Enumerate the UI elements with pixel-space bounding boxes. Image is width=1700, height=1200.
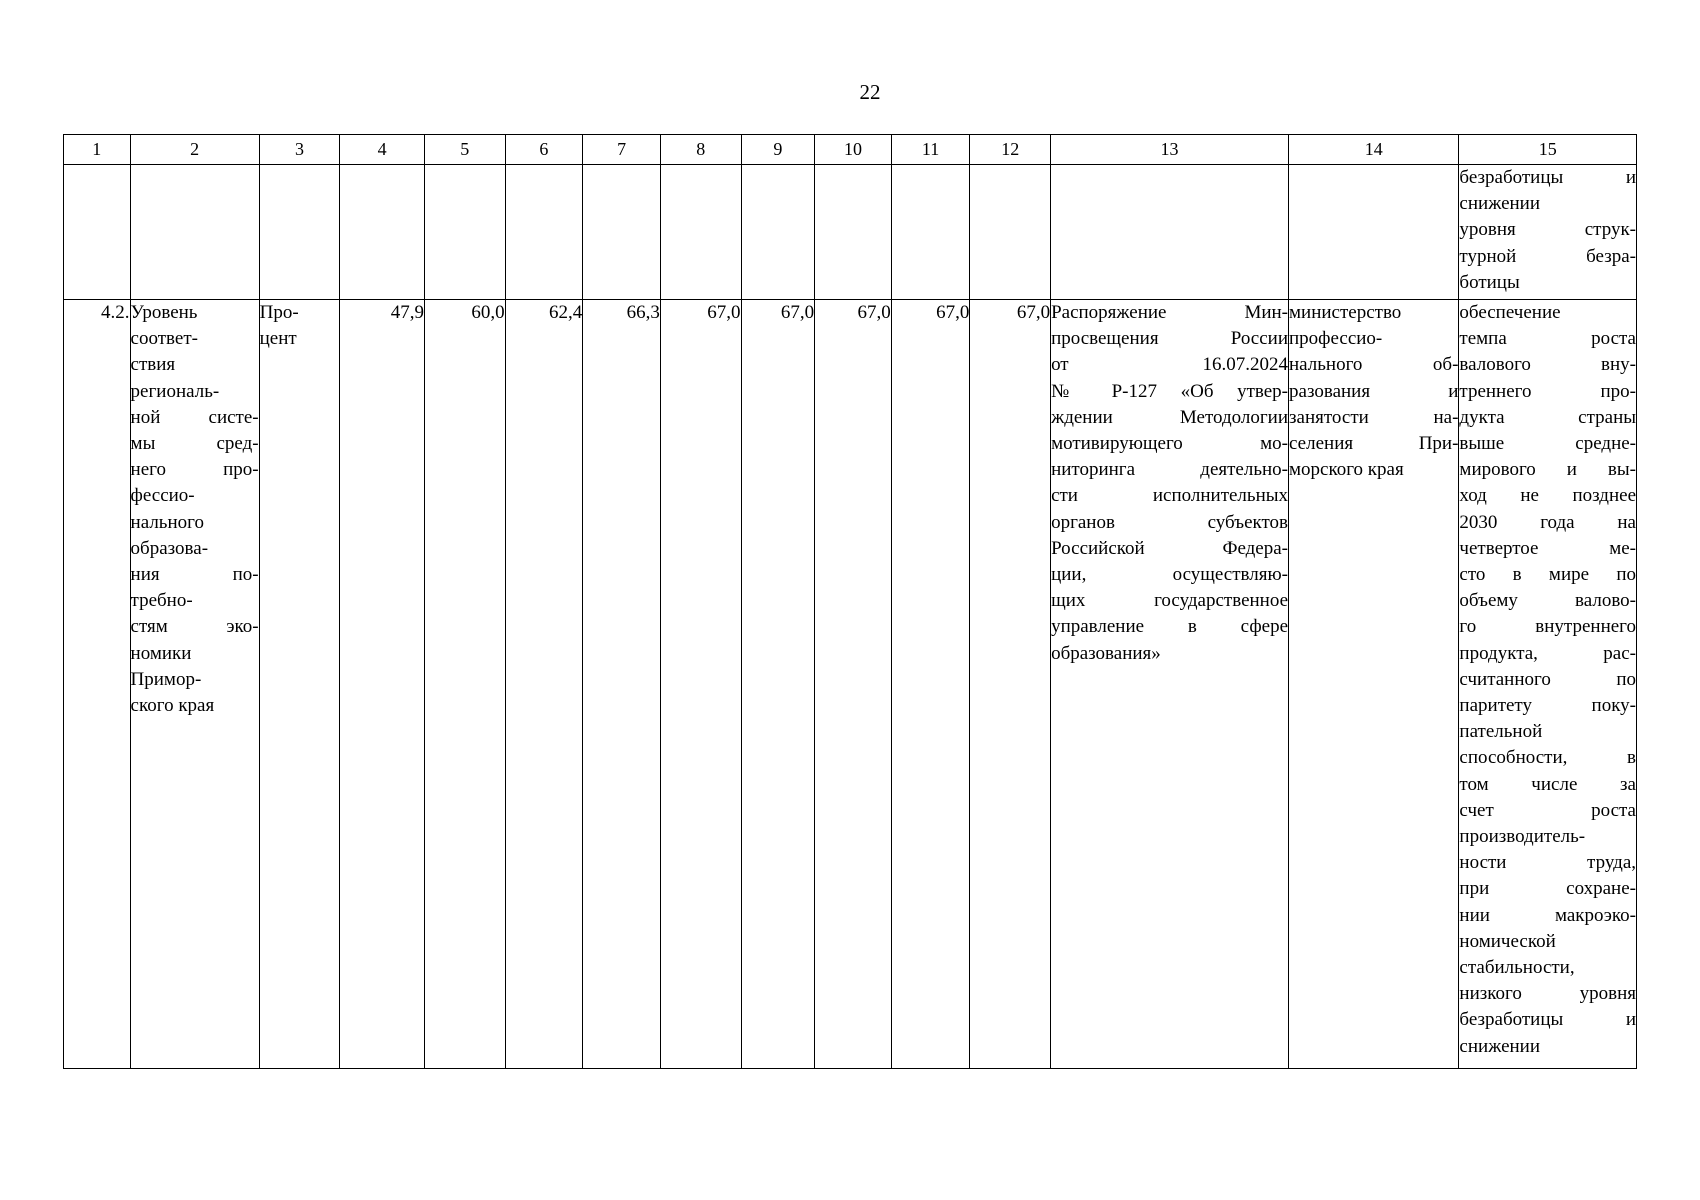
text-line: морского края — [1289, 459, 1404, 481]
text-line: ния по- — [130, 564, 259, 586]
text-line: ниторинга деятельно- — [1051, 459, 1289, 481]
empty-cell — [891, 165, 970, 300]
indicator-name-cell — [130, 300, 259, 1069]
text-line: производитель- — [1459, 826, 1586, 848]
text-line: Примор- — [130, 668, 202, 690]
text-line: региональ- — [130, 380, 220, 402]
text-line: Распоряжение Мин- — [1051, 302, 1289, 323]
text-line: ского края — [130, 695, 215, 717]
text-line: образова- — [130, 537, 209, 559]
text-line: ции, осуществляю- — [1051, 564, 1289, 586]
text-line: 2030 года на — [1459, 511, 1636, 533]
empty-cell — [1289, 165, 1459, 300]
text-line: номики — [130, 642, 192, 664]
lines — [260, 300, 340, 352]
text-line: нального — [130, 511, 204, 533]
text-line: соответ- — [130, 328, 198, 350]
text-line: мотивирующего мо- — [1051, 433, 1289, 455]
lines — [1289, 300, 1458, 483]
text-line: № Р-127 «Об утвер- — [1051, 380, 1289, 402]
text-line: него про- — [130, 459, 259, 481]
text-line: номической — [1459, 930, 1556, 952]
column-number-row — [64, 135, 1637, 165]
goal-cell — [1459, 300, 1637, 1069]
text-line: треннего про- — [1459, 380, 1636, 402]
text-line: Уровень — [130, 302, 198, 323]
text-line: профессио- — [1289, 328, 1383, 350]
column-number: 7 — [583, 135, 661, 165]
column-number: 4 — [340, 135, 425, 165]
text-line: том числе за — [1459, 773, 1636, 795]
text-line: сто в мире по — [1459, 564, 1636, 586]
text-line: снижении — [1459, 1035, 1541, 1057]
text-line: разования и — [1289, 380, 1459, 402]
text-line: обеспечение — [1459, 302, 1561, 323]
text-line: ждении Методологии — [1051, 406, 1289, 428]
text-line: от 16.07.2024 — [1051, 354, 1289, 376]
text-line: объему валово- — [1459, 590, 1636, 612]
text-line: селения При- — [1289, 433, 1459, 455]
column-number: 12 — [970, 135, 1051, 165]
text-line: способности, в — [1459, 747, 1636, 769]
column-number: 2 — [130, 135, 259, 165]
text-line: при сохране- — [1459, 878, 1636, 900]
text-line: нии макроэко- — [1459, 904, 1636, 926]
text-line: стям эко- — [130, 616, 259, 638]
unit-cell — [259, 300, 340, 1069]
text-line: ной систе- — [130, 406, 259, 428]
text-line: безработицы и — [1459, 167, 1636, 188]
value-cell: 67,0 — [741, 300, 815, 1069]
row-number: 4.2. — [64, 300, 131, 1069]
text-line: считанного по — [1459, 668, 1636, 690]
empty-cell — [64, 165, 131, 300]
text-line: четвертое ме- — [1459, 537, 1636, 559]
text-line: фессио- — [130, 485, 195, 507]
empty-cell — [660, 165, 741, 300]
text-line: пательной — [1459, 721, 1543, 743]
column-number: 5 — [424, 135, 505, 165]
text-line: счет роста — [1459, 799, 1636, 821]
text-line: турной безра- — [1459, 245, 1636, 267]
text-line: нального об- — [1289, 354, 1459, 376]
text-line: ход не позднее — [1459, 485, 1636, 507]
empty-cell — [424, 165, 505, 300]
empty-cell — [1051, 165, 1289, 300]
text-line: го внутреннего — [1459, 616, 1636, 638]
text-line: ботицы — [1459, 271, 1520, 293]
column-number: 14 — [1289, 135, 1459, 165]
column-number: 9 — [741, 135, 815, 165]
value-cell: 67,0 — [970, 300, 1051, 1069]
value-cell: 66,3 — [583, 300, 661, 1069]
continuation-row — [64, 165, 1637, 300]
continuation-goal-cell — [1459, 165, 1637, 300]
text-line: сти исполнительных — [1051, 485, 1289, 507]
empty-cell — [130, 165, 259, 300]
text-line: уровня струк- — [1459, 219, 1636, 241]
text-line: министерство — [1289, 302, 1402, 323]
text-line: цент — [259, 328, 297, 350]
text-line: низкого уровня — [1459, 983, 1636, 1005]
empty-cell — [583, 165, 661, 300]
text-line: органов субъектов — [1051, 511, 1289, 533]
column-number: 10 — [815, 135, 892, 165]
empty-cell — [741, 165, 815, 300]
value-cell: 47,9 — [340, 300, 425, 1069]
text-line: стабильности, — [1459, 957, 1575, 979]
empty-cell — [970, 165, 1051, 300]
text-line: Про- — [259, 302, 299, 323]
indicator-row — [64, 300, 1637, 1069]
text-line: дукта страны — [1459, 406, 1636, 428]
text-line: занятости на- — [1289, 406, 1459, 428]
text-line: просвещения России — [1051, 328, 1289, 350]
text-line: мирового и вы- — [1459, 459, 1636, 481]
indicator-table — [63, 134, 1637, 1069]
text-line: щих государственное — [1051, 590, 1289, 612]
column-number: 3 — [259, 135, 340, 165]
value-cell: 67,0 — [660, 300, 741, 1069]
column-number: 11 — [891, 135, 970, 165]
text-line: ности труда, — [1459, 852, 1636, 874]
page-number: 22 — [859, 80, 881, 104]
text-line: требно- — [130, 590, 193, 612]
empty-cell — [505, 165, 583, 300]
basis-document-cell — [1051, 300, 1289, 1069]
value-cell: 67,0 — [891, 300, 970, 1069]
column-number: 15 — [1459, 135, 1637, 165]
text-line: образования» — [1051, 642, 1161, 664]
empty-cell — [815, 165, 892, 300]
empty-cell — [340, 165, 425, 300]
column-number: 1 — [64, 135, 131, 165]
lines — [1051, 300, 1288, 667]
column-number: 6 — [505, 135, 583, 165]
text-line: управление в сфере — [1051, 616, 1289, 638]
column-number: 8 — [660, 135, 741, 165]
lines — [1459, 165, 1636, 296]
text-line: безработицы и — [1459, 1009, 1636, 1031]
text-line: продукта, рас- — [1459, 642, 1636, 664]
lines — [131, 300, 259, 719]
text-line: мы сред- — [130, 433, 259, 455]
text-line: снижении — [1459, 193, 1541, 215]
value-cell: 67,0 — [815, 300, 892, 1069]
text-line: валового вну- — [1459, 354, 1636, 376]
empty-cell — [259, 165, 340, 300]
text-line: Российской Федера- — [1051, 537, 1289, 559]
text-line: темпа роста — [1459, 328, 1636, 350]
text-line: паритету поку- — [1459, 695, 1636, 717]
text-line: выше средне- — [1459, 433, 1636, 455]
responsible-cell — [1289, 300, 1459, 1069]
column-number: 13 — [1051, 135, 1289, 165]
value-cell: 60,0 — [424, 300, 505, 1069]
text-line: ствия — [130, 354, 176, 376]
value-cell: 62,4 — [505, 300, 583, 1069]
lines — [1459, 300, 1636, 1060]
